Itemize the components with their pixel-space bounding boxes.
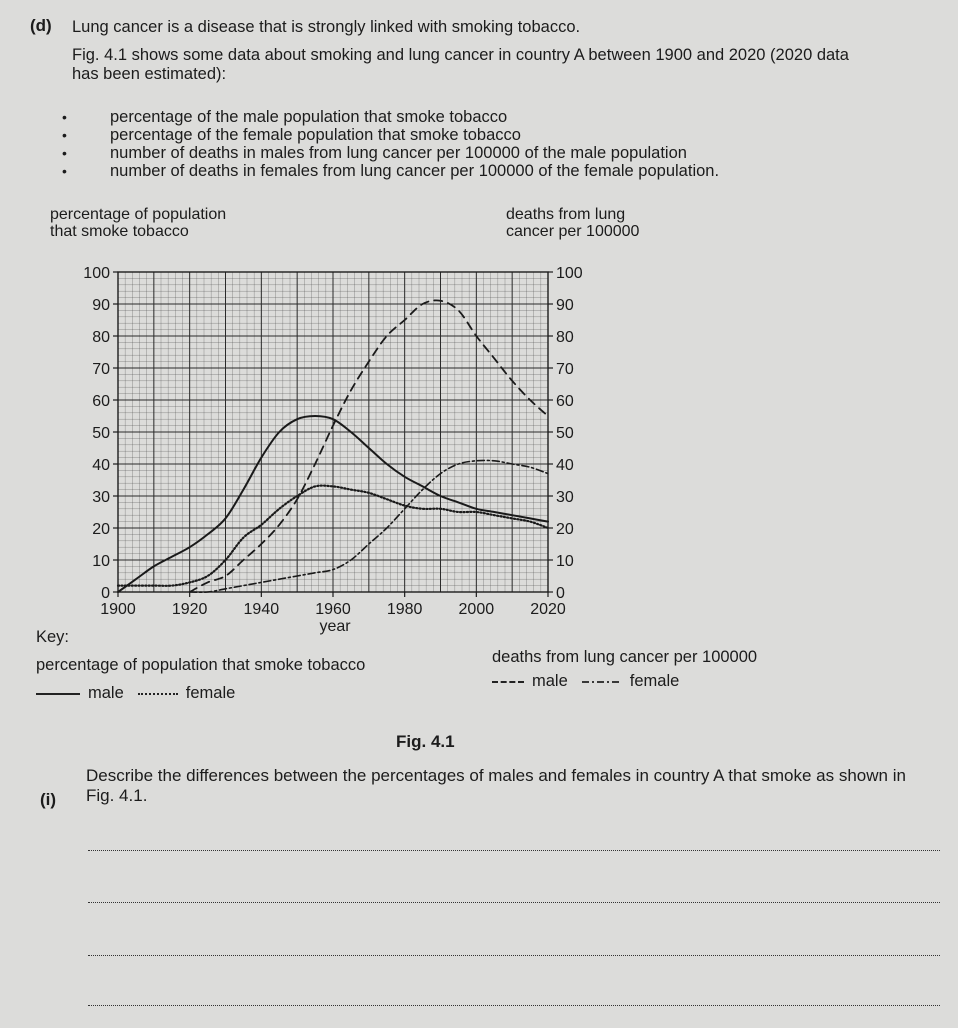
answer-line[interactable] [88, 902, 940, 903]
answer-line[interactable] [88, 1005, 940, 1006]
right-tick-label: 30 [556, 489, 574, 506]
left-tick-label: 50 [92, 425, 110, 442]
right-tick-label: 100 [556, 265, 583, 282]
key-deaths-heading: deaths from lung cancer per 100000 [492, 648, 758, 666]
x-tick-label: 2000 [458, 601, 495, 618]
part-question: Describe the differences between the percentages of males and females in country A that smoke as shown in Fig. 4.1. [86, 766, 906, 805]
left-tick-label: 100 [83, 265, 110, 282]
x-axis-title: year [319, 618, 351, 635]
key-male-smoking-label: male [88, 684, 124, 702]
right-tick-label: 40 [556, 457, 574, 474]
answer-line[interactable] [88, 955, 940, 956]
left-tick-label: 90 [92, 297, 110, 314]
bullet-item: • percentage of the male population that smoke tobacco [62, 108, 719, 126]
left-tick-label: 40 [92, 457, 110, 474]
key-title: Key: [36, 628, 70, 646]
right-tick-label: 50 [556, 425, 574, 442]
right-axis-title: deaths from lung cancer per 100000 [506, 206, 640, 240]
left-axis-title: percentage of population that smoke tobacco [50, 206, 227, 240]
key-male-deaths-label: male [532, 672, 568, 690]
figure-intro: Fig. 4.1 shows some data about smoking and lung cancer in country A between 1900 and 2020 (2020 data has been estimated): [72, 46, 849, 83]
key-deaths-row [492, 672, 679, 691]
question-text: Lung cancer is a disease that is strongly linked with smoking tobacco. [72, 18, 581, 36]
left-tick-label: 0 [101, 585, 110, 602]
x-tick-label: 1920 [171, 601, 208, 618]
right-tick-label: 0 [556, 585, 565, 602]
bullet-item: • percentage of the female population that smoke tobacco [62, 126, 719, 144]
part-label: (i) [40, 790, 57, 809]
right-tick-label: 20 [556, 521, 574, 538]
solid-line-sample [36, 693, 80, 695]
dashed-line-sample [492, 681, 524, 683]
x-tick-label: 1940 [243, 601, 280, 618]
x-tick-label: 1960 [315, 601, 351, 618]
right-tick-label: 80 [556, 329, 574, 346]
dash-dot-line-sample [582, 680, 622, 684]
left-tick-label: 80 [92, 329, 110, 346]
x-tick-label: 1900 [100, 601, 136, 618]
right-tick-label: 90 [556, 297, 574, 314]
dotted-line-sample [138, 693, 178, 695]
x-tick-label: 1980 [386, 601, 423, 618]
bullet-item: • number of deaths in females from lung cancer per 100000 of the female population. [62, 162, 719, 180]
right-tick-label: 70 [556, 361, 574, 378]
left-tick-label: 20 [92, 521, 110, 538]
left-tick-label: 10 [92, 553, 110, 570]
right-tick-label: 60 [556, 393, 574, 410]
key-smoking-heading: percentage of population that smoke tobacco [36, 656, 366, 674]
question-label: (d) [30, 16, 52, 35]
left-tick-label: 60 [92, 393, 110, 410]
key-female-smoking-label: female [185, 684, 236, 702]
key-female-deaths-label: female [629, 672, 680, 690]
right-tick-label: 10 [556, 553, 574, 570]
figure-caption: Fig. 4.1 [396, 732, 455, 751]
key-smoking-row [36, 684, 235, 703]
left-tick-label: 70 [92, 361, 110, 378]
bullet-item: • number of deaths in males from lung cancer per 100000 of the male population [62, 144, 719, 162]
x-tick-label: 2020 [530, 601, 566, 618]
left-tick-label: 30 [92, 489, 110, 506]
answer-line[interactable] [88, 850, 940, 851]
